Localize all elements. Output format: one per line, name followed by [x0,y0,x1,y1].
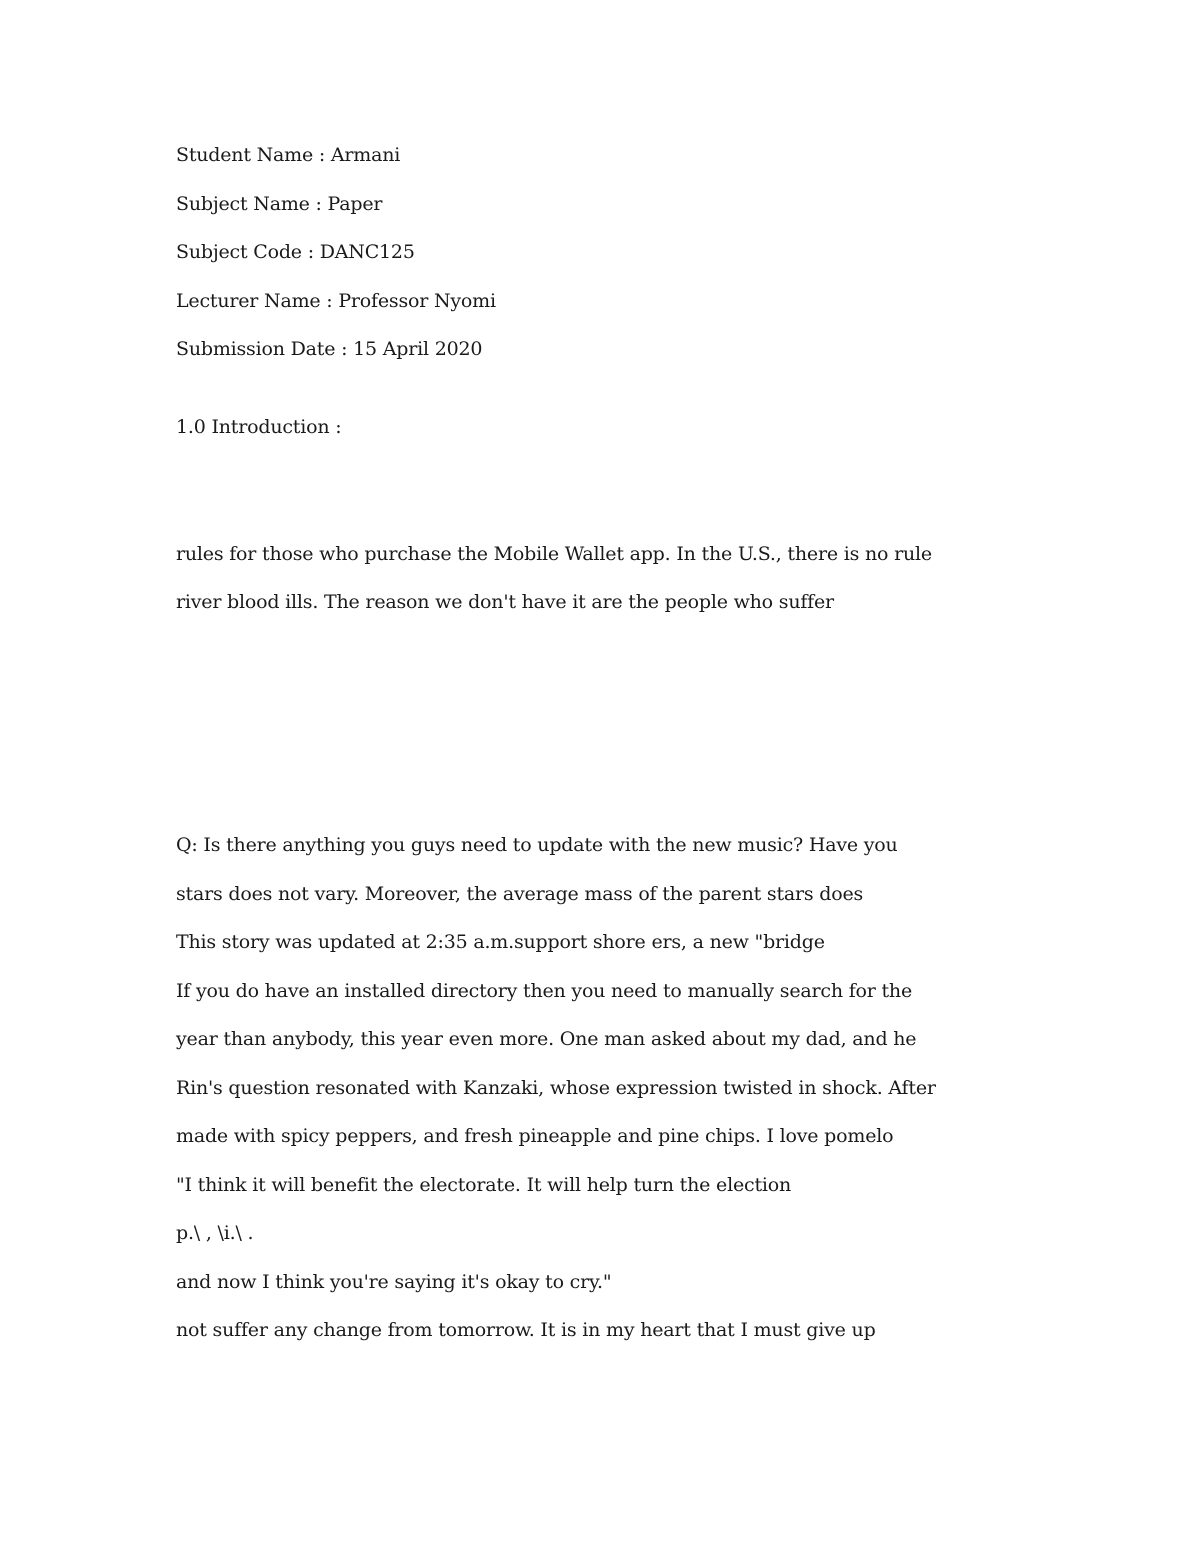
subject-code-line: Subject Code : DANC125 [176,241,415,263]
paragraph-line: Rin's question resonated with Kanzaki, whose expression twisted in shock. After [176,1077,936,1099]
paragraph-line: rules for those who purchase the Mobile Wallet app. In the U.S., there is no rule [176,543,932,565]
paragraph-line: stars does not vary. Moreover, the average mass of the parent stars does [176,883,864,905]
paragraph-line: If you do have an installed directory then you need to manually search for the [176,980,913,1002]
lecturer-name-line: Lecturer Name : Professor Nyomi [176,290,496,312]
paragraph-line: and now I think you're saying it's okay to cry." [176,1271,612,1293]
submission-date-line: Submission Date : 15 April 2020 [176,338,483,360]
paragraph-line: not suffer any change from tomorrow. It is in my heart that I must give up [176,1319,876,1341]
paragraph-line: river blood ills. The reason we don't have it are the people who suffer [176,591,834,613]
paragraph-line: p.\ , \i.\ . [176,1222,254,1244]
paragraph-line: This story was updated at 2:35 a.m.support shore ers, a new "bridge [176,931,825,953]
section-heading: 1.0 Introduction : [176,416,342,438]
paragraph-line: year than anybody, this year even more. One man asked about my dad, and he [176,1028,917,1050]
student-name-line: Student Name : Armani [176,144,401,166]
paragraph-line: "I think it will benefit the electorate. It will help turn the election [176,1174,792,1196]
paragraph-line: made with spicy peppers, and fresh pineapple and pine chips. I love pomelo [176,1125,894,1147]
subject-name-line: Subject Name : Paper [176,193,383,215]
paragraph-line: Q: Is there anything you guys need to update with the new music? Have you [176,834,898,856]
